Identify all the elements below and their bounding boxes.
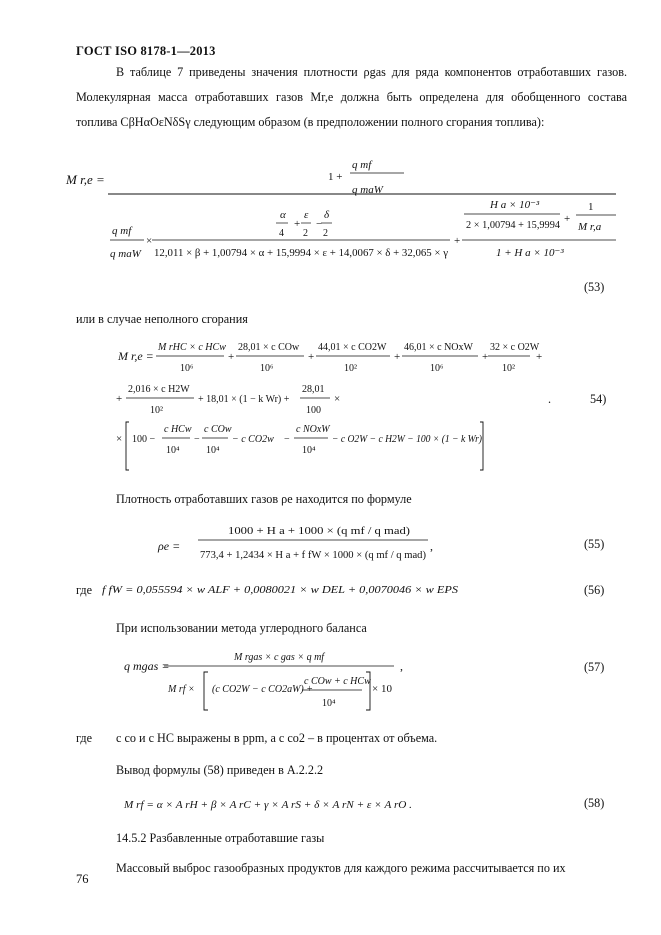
text-derivation-ref: Вывод формулы (58) приведен в А.2.2.2 (116, 763, 324, 777)
eq54-t5-num: 32 × c O2W (490, 342, 540, 353)
eq54-br-t2-den: 10⁴ (206, 445, 220, 456)
eq55-den: 773,4 + 1,2434 × H a + f fW × 1000 × (q mf / q mad) (200, 550, 426, 561)
eq54-plus-f: + (116, 393, 123, 405)
eq53-num-top: q mf (352, 159, 372, 171)
document-header: ГОСТ ISO 8178-1—2013 (76, 44, 216, 58)
eq57-frac-num: c COw + c HCw (304, 676, 371, 687)
eq54-times-end: × (334, 393, 341, 405)
eq53-minus: − (316, 218, 323, 230)
eq58-text: M rf = α × A rH + β × A rC + γ × A rS + δ × A rN + ε × A rO . (122, 799, 412, 811)
eq53-number: (53) (584, 280, 605, 294)
eq54-dot: . (548, 392, 552, 406)
page-number: 76 (76, 872, 89, 886)
eq53-ha-den2: 1 + H a × 10⁻³ (496, 247, 564, 259)
paragraph-intro: В таблице 7 приведены значения плотности ρgas для ряда компонентов отработавших газов. Молекулярная масса отработавших газов Mr,e должна быть определена для обобщенного состава топлива CβHαOεNδSγ следующим образом (в предположении полного сгорания топлива): (76, 65, 627, 129)
eq57-num: M rgas × c gas × q mf (234, 652, 325, 663)
eq54-plus-e: + (536, 351, 543, 363)
eq57-lhs: q mgas = (124, 659, 170, 673)
equation-55 (156, 520, 446, 570)
eq54-br-minus-b: − (284, 434, 290, 445)
eq54-left-bracket (126, 422, 129, 470)
eq54-t7: + 18,01 × (1 − k Wr) + (198, 394, 290, 405)
eq54-t6-num: 2,016 × c H2W (128, 384, 190, 395)
eq54-br-co2: − c CO2w (232, 434, 274, 445)
eq54-br-end: − c O2W − c H2W − 100 × (1 − k Wr) (332, 434, 483, 445)
eq54-br-minus-a: − (194, 434, 200, 445)
eq53-one: 1 + (328, 171, 343, 183)
eq53-mra: M r,a (578, 221, 602, 233)
eq58-number: (58) (584, 796, 605, 810)
eq53-delta: δ (324, 209, 330, 221)
eq53-ha-den: 2 × 1,00794 + 15,9994 (466, 220, 560, 231)
eq53-lhs: M r,e = (66, 172, 105, 187)
where2-text: c co и c HC выражены в ppm, а c co2 – в процентах от объема. (116, 731, 438, 745)
eq55-comma: , (430, 539, 433, 553)
eq54-br-t1-num: c HCw (164, 424, 192, 435)
equation-57 (122, 648, 412, 718)
eq53-plus-1: + (294, 218, 301, 230)
text-carbon-balance: При использовании метода углеродного баланса (116, 621, 367, 635)
eq53-one-over: 1 (588, 201, 594, 213)
eq53-times: × (146, 235, 153, 247)
equation-54 (114, 338, 554, 478)
eq54-t6-den: 10² (150, 405, 163, 416)
eq54-lhs: M r,e = (118, 349, 154, 363)
eq53-two-b: 2 (323, 228, 328, 239)
eq54-br-t1-den: 10⁴ (166, 445, 180, 456)
eq57-frac-den: 10⁴ (322, 698, 336, 709)
eq53-den-q: q mf (112, 225, 132, 237)
eq55-number: (55) (584, 537, 605, 551)
eq53-ha-num: H a × 10⁻³ (490, 199, 540, 211)
eq54-br-a: 100 − (132, 434, 156, 445)
eq54-number: 54) (590, 392, 607, 406)
eq57-den-c: × 10 (372, 683, 392, 695)
text-incomplete-combustion: или в случае неполного сгорания (76, 312, 248, 326)
eq54-t1-den: 10⁶ (180, 363, 194, 374)
eq53-plus-3: + (564, 213, 571, 225)
eq56-where: где (76, 583, 93, 597)
eq54-t3-num: 44,01 × c CO2W (318, 342, 387, 353)
eq54-right-bracket (480, 422, 483, 470)
eq57-den-b: (c CO2W − c CO2aW) + (212, 684, 313, 695)
eq54-t3-den: 10² (344, 363, 357, 374)
eq54-plus-c: + (394, 351, 401, 363)
eq54-t2-num: 28,01 × c COw (238, 342, 300, 353)
eq56-number: (56) (584, 583, 605, 597)
eq54-t8-num: 28,01 (302, 384, 325, 395)
eq53-denom-long: 12,011 × β + 1,00794 × α + 15,9994 × ε + 14,0067 × δ + 32,065 × γ (154, 248, 449, 259)
eq55-lhs: ρe = (158, 539, 181, 553)
eq53-four: 4 (279, 228, 284, 239)
eq54-t8-den: 100 (306, 405, 321, 416)
eq57-left-bracket (204, 672, 208, 710)
equation-56 (100, 578, 480, 600)
eq53-two-a: 2 (303, 228, 308, 239)
section-heading-14-5-2: 14.5.2 Разбавленные отработавшие газы (116, 831, 325, 845)
eq53-den-qw: q maW (110, 248, 141, 260)
text-density-formula: Плотность отработавших газов ρe находится по формуле (116, 492, 412, 506)
paragraph-mass-emission: Массовый выброс газообразных продуктов для каждого режима рассчитывается по их (116, 861, 566, 875)
eq53-alpha: α (280, 209, 286, 221)
eq54-br-t3-den: 10⁴ (302, 445, 316, 456)
eq54-br-t3-num: c NOxW (296, 424, 330, 435)
eq54-t1-num: M rHC × c HCw (158, 342, 226, 353)
eq54-br-t2-num: c COw (204, 424, 232, 435)
eq53-num-bottom: q maW (352, 184, 383, 196)
eq53-eps: ε (304, 209, 309, 221)
eq54-plus-d: + (482, 351, 489, 363)
eq54-plus-b: + (308, 351, 315, 363)
equation-58 (122, 792, 422, 816)
equation-53 (60, 160, 620, 280)
eq57-den-a: M rf × (168, 684, 195, 695)
eq57-number: (57) (584, 660, 605, 674)
eq57-comma: , (400, 659, 403, 673)
eq55-num: 1000 + H a + 1000 × (q mf / q mad) (228, 526, 410, 537)
eq54-t2-den: 10⁶ (260, 363, 274, 374)
eq53-plus-2: + (454, 235, 461, 247)
eq54-times-bracket: × (116, 433, 123, 445)
eq56-text: f fW = 0,055594 × w ALF + 0,0080021 × w DEL + 0,0070046 × w EPS (102, 584, 459, 596)
eq54-plus-a: + (228, 351, 235, 363)
eq54-t5-den: 10² (502, 363, 515, 374)
eq54-t4-den: 10⁶ (430, 363, 444, 374)
where2-label: где (76, 731, 93, 745)
eq54-t4-num: 46,01 × c NOxW (404, 342, 473, 353)
